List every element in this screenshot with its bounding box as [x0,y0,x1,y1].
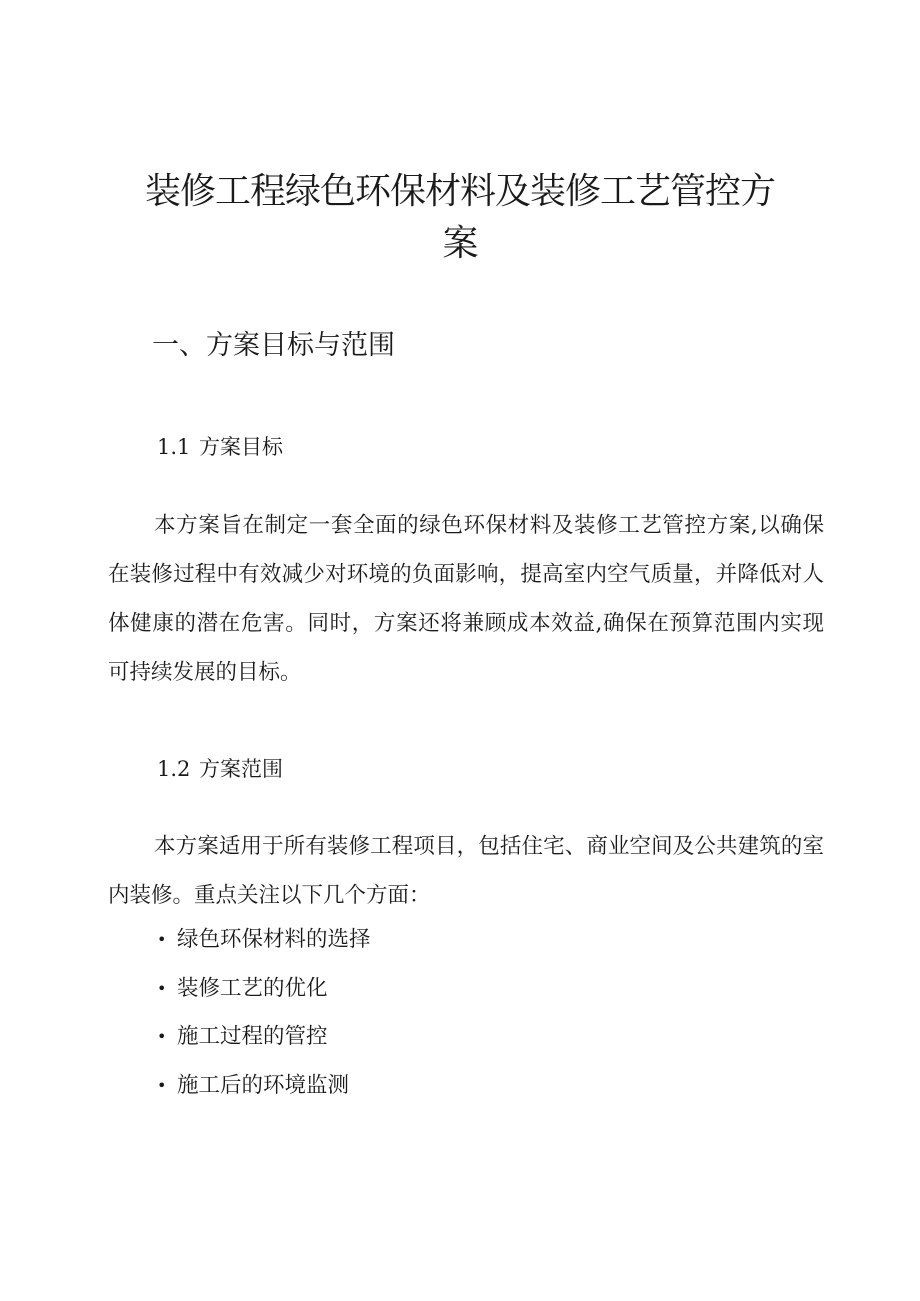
section-heading: 一、方案目标与范围 [152,330,395,361]
subsection-number: 1.1 [157,435,191,459]
list-item-text: 施工过程的管控 [177,1024,328,1049]
list-item-text: 施工后的环境监测 [177,1072,350,1098]
scope-paragraph: 本方案适用于所有装修工程项目，包括住宅、商业空间及公共建筑的室内装修。重点关注以下几个方面： [108,834,824,908]
list-item [157,916,371,965]
subsection-number: 1.2 [157,757,191,781]
bullet-icon: • [157,1075,167,1095]
focus-list [157,916,371,1110]
list-item [157,1062,371,1111]
subsection-label: 方案范围 [199,757,283,781]
subsection-label: 方案目标 [199,435,283,459]
bullet-icon: • [157,1027,167,1046]
document-title: 装修工程绿色环保材料及装修工艺管控方案 [144,171,775,264]
list-item [157,965,371,1014]
bullet-icon: • [157,930,167,949]
subsection-heading-scope [157,754,283,784]
subsection-heading-goal [157,432,283,462]
list-item-text: 装修工艺的优化 [177,975,328,1001]
list-item [157,1013,371,1062]
goal-paragraph: 本方案旨在制定一套全面的绿色环保材料及装修工艺管控方案,以确保在装修过程中有效减少对环境的负面影响，提高室内空气质量，并降低对人体健康的潜在危害。同时，方案还将兼顾成本效益,确保在预算范围内实现可持续发展的目标。 [108,513,824,685]
list-item-text: 绿色环保材料的选择 [177,927,371,952]
bullet-icon: • [157,978,167,998]
